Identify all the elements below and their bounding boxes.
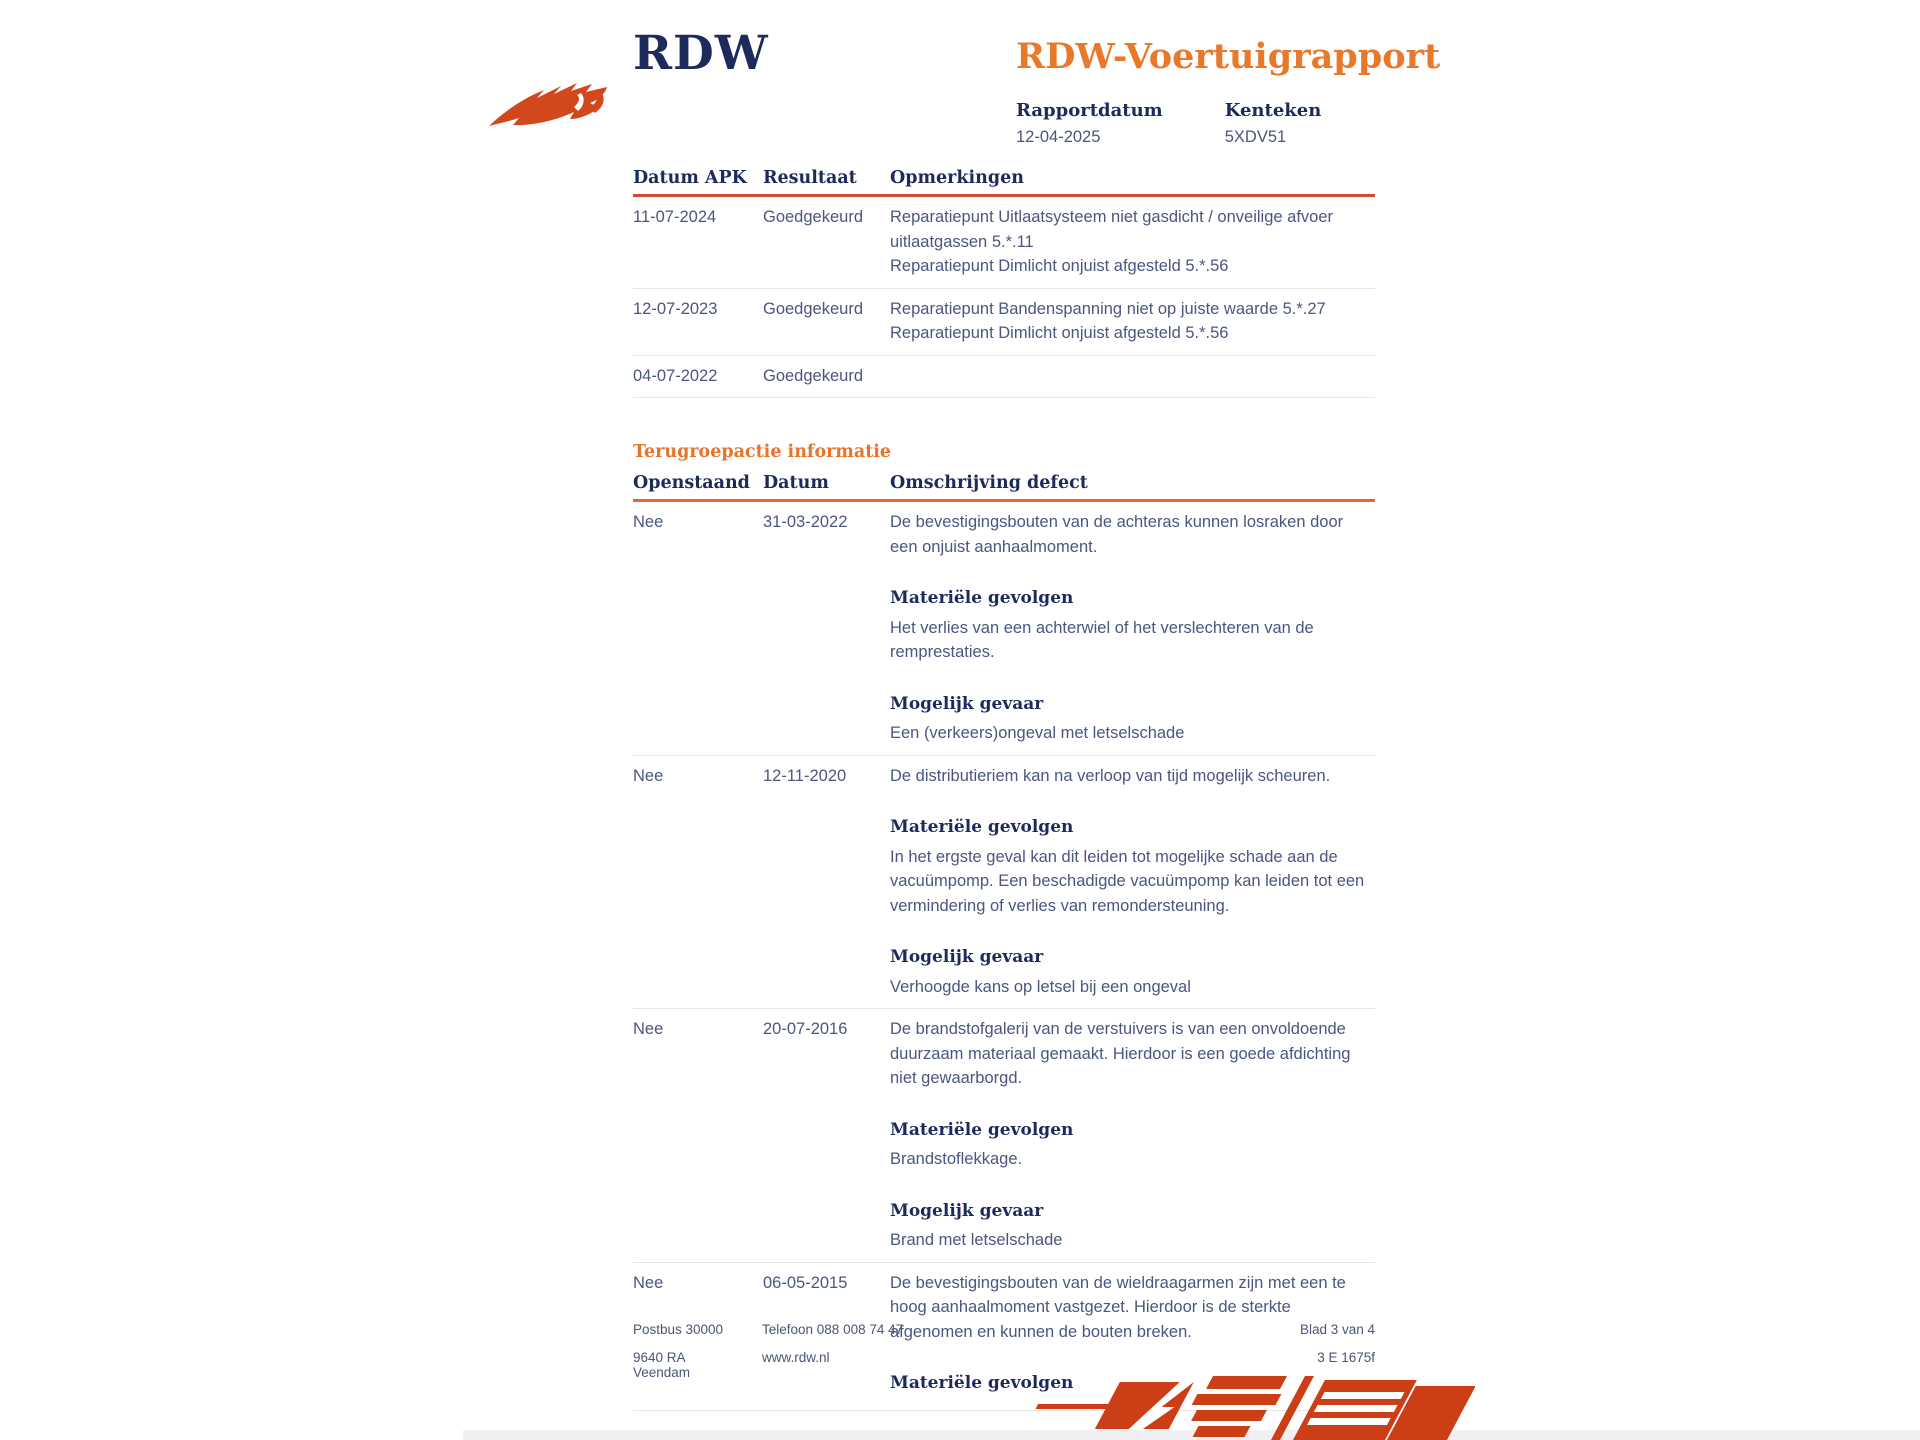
footer-doc-code: 3 E 1675f bbox=[1317, 1350, 1375, 1365]
license-plate-block bbox=[1225, 100, 1322, 147]
apk-date-cell: 04-07-2022 bbox=[633, 366, 718, 385]
apk-date-cell: 11-07-2024 bbox=[633, 208, 717, 226]
rdw-logo-text: RDW bbox=[633, 26, 769, 81]
apk-remarks-cell bbox=[890, 297, 1375, 346]
apk-remark-line: Reparatiepunt Dimlicht onjuist afgesteld 5.*.56 bbox=[890, 324, 1229, 342]
material-consequences-text: Het verlies van een achterwiel of het verslechteren van de remprestaties. bbox=[890, 618, 1314, 661]
recall-defect-cell bbox=[890, 510, 1375, 746]
page-title: RDW-Voertuigrapport bbox=[1016, 36, 1441, 77]
apk-col-result-header: Resultaat bbox=[763, 168, 857, 188]
rdw-wing-graphic-icon bbox=[1035, 1376, 1475, 1440]
apk-result-cell: Goedgekeurd bbox=[763, 366, 863, 385]
report-meta bbox=[1016, 100, 1321, 147]
footer-postbus: Postbus 30000 bbox=[633, 1322, 724, 1337]
recall-open-cell: Nee bbox=[633, 513, 664, 531]
recall-date-cell: 12-11-2020 bbox=[763, 766, 847, 785]
apk-table-row bbox=[633, 356, 1375, 399]
recall-date-cell: 06-05-2015 bbox=[763, 1273, 848, 1292]
recall-table-header bbox=[633, 473, 1375, 502]
apk-remark-line: Reparatiepunt Uitlaatsysteem niet gasdicht / onveilige afvoer uitlaatgassen 5.*.11 bbox=[890, 208, 1333, 251]
apk-table-row bbox=[633, 289, 1375, 356]
recall-description: De distributieriem kan na verloop van tijd mogelijk scheuren. bbox=[890, 766, 1331, 785]
recall-col-defect-header: Omschrijving defect bbox=[890, 473, 1088, 493]
recall-description: De bevestigingsbouten van de wieldraagarmen zijn met een te hoog aanhaalmoment vastgezet. Hierdoor is de sterkte afgenomen en kunnen de bouten breken. bbox=[890, 1273, 1346, 1341]
material-consequences-text: In het ergste geval kan dit leiden tot mogelijke schade aan de vacuümpomp. Een beschadigde vacuümpomp kan leiden tot een vermindering of verlies van remondersteuning. bbox=[890, 847, 1365, 915]
footer-address bbox=[633, 1322, 737, 1380]
license-plate-value: 5XDV51 bbox=[1224, 128, 1287, 146]
license-plate-label: Kenteken bbox=[1224, 100, 1322, 121]
possible-danger-text: Verhoogde kans op letsel bij een ongeval bbox=[890, 977, 1191, 996]
recall-section-title: Terugroepactie informatie bbox=[633, 442, 892, 462]
material-consequences-label: Materiële gevolgen bbox=[890, 1119, 1074, 1140]
possible-danger-text: Brand met letselschade bbox=[890, 1231, 1063, 1249]
apk-table-row bbox=[633, 197, 1375, 289]
apk-col-date-header: Datum APK bbox=[633, 168, 747, 188]
footer-phone: Telefoon 088 008 74 47 bbox=[762, 1322, 904, 1337]
page-footer bbox=[633, 1322, 1375, 1380]
recall-table-row bbox=[633, 756, 1375, 1010]
material-consequences-label: Materiële gevolgen bbox=[890, 1373, 1074, 1393]
recall-defect-cell bbox=[890, 764, 1375, 1000]
footer-contact bbox=[762, 1322, 903, 1380]
footer-page-info bbox=[1300, 1322, 1375, 1380]
apk-result-cell: Goedgekeurd bbox=[763, 208, 863, 226]
recall-date-cell: 20-07-2016 bbox=[763, 1020, 848, 1038]
recall-date-cell: 31-03-2022 bbox=[763, 513, 848, 531]
footer-page-indicator: Blad 3 van 4 bbox=[1299, 1322, 1375, 1337]
recall-open-cell: Nee bbox=[633, 1020, 664, 1038]
apk-remarks-cell bbox=[890, 364, 1375, 389]
apk-result-cell: Goedgekeurd bbox=[763, 299, 863, 318]
recall-open-cell: Nee bbox=[633, 1273, 664, 1292]
recall-col-date-header: Datum bbox=[763, 473, 829, 493]
apk-table-header bbox=[633, 168, 1375, 197]
apk-remark-line: Reparatiepunt Dimlicht onjuist afgesteld 5.*.56 bbox=[890, 257, 1229, 275]
document-content bbox=[633, 168, 1375, 1411]
material-consequences-label: Materiële gevolgen bbox=[890, 588, 1074, 608]
possible-danger-label: Mogelijk gevaar bbox=[890, 693, 1044, 714]
recall-table-row bbox=[633, 1009, 1375, 1263]
recall-col-open-header: Openstaand bbox=[633, 473, 750, 493]
report-date-value: 12-04-2025 bbox=[1016, 128, 1101, 146]
possible-danger-label: Mogelijk gevaar bbox=[890, 947, 1044, 967]
material-consequences-text: Brandstoflekkage. bbox=[890, 1150, 1023, 1168]
apk-remarks-cell bbox=[890, 205, 1375, 279]
recall-description: De brandstofgalerij van de verstuivers is van een onvoldoende duurzaam materiaal gemaakt. Hierdoor is een goede afdichting niet gewaarborgd. bbox=[890, 1020, 1351, 1087]
report-date-label: Rapportdatum bbox=[1016, 100, 1163, 121]
recall-open-cell: Nee bbox=[633, 766, 664, 785]
apk-table-body bbox=[633, 197, 1375, 398]
report-date-block bbox=[1016, 100, 1163, 147]
apk-remark-line: Reparatiepunt Bandenspanning niet op juiste waarde 5.*.27 bbox=[890, 299, 1326, 318]
apk-table bbox=[633, 168, 1375, 398]
footer-city: 9640 RA Veendam bbox=[633, 1350, 691, 1380]
rdw-feather-logo-icon bbox=[486, 44, 616, 130]
apk-date-cell: 12-07-2023 bbox=[633, 299, 718, 318]
possible-danger-text: Een (verkeers)ongeval met letselschade bbox=[890, 724, 1185, 742]
possible-danger-label: Mogelijk gevaar bbox=[890, 1200, 1044, 1221]
footer-website: www.rdw.nl bbox=[762, 1350, 830, 1365]
apk-col-remarks-header: Opmerkingen bbox=[890, 168, 1024, 188]
recall-table-body bbox=[633, 502, 1375, 1411]
recall-defect-cell bbox=[890, 1017, 1375, 1253]
recall-table-row bbox=[633, 502, 1375, 756]
material-consequences-label: Materiële gevolgen bbox=[890, 817, 1074, 837]
recall-description: De bevestigingsbouten van de achteras kunnen losraken door een onjuist aanhaalmoment. bbox=[890, 513, 1344, 556]
recall-section bbox=[633, 442, 1375, 1411]
